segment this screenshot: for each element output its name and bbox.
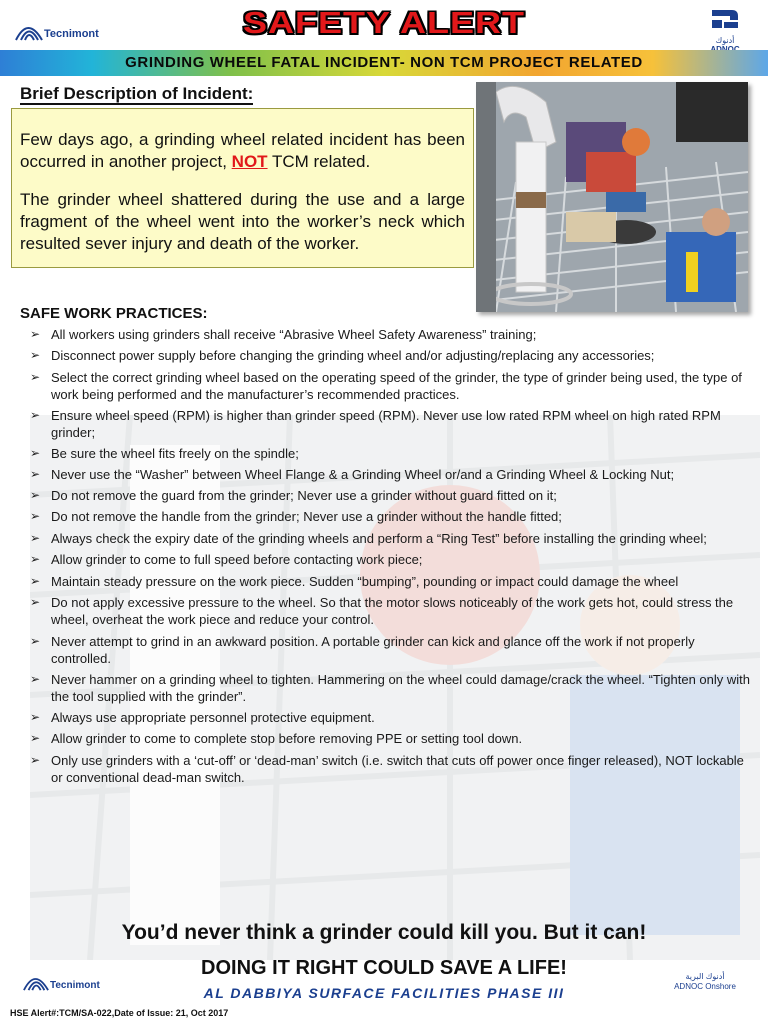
practice-text: Never hammer on a grinding wheel to tighten. Hammering on the wheel could damage/crack the wheel. “Tighten only with the tool supplied with the grinder”.	[51, 672, 750, 704]
arrow-bullet-icon: ➢	[30, 488, 41, 502]
safe-work-practices-list	[30, 322, 750, 786]
tecnimont-logo-text: Tecnimont	[44, 28, 99, 40]
practice-text: Select the correct grinding wheel based on the operating speed of the grinder, the type of grinder being used, the type of work being performed and the manufacturer’s recommended practices.	[51, 370, 742, 402]
incident-paragraph-1	[20, 129, 465, 173]
practice-item	[30, 508, 750, 525]
incident-p1-text: Few days ago, a grinding wheel related incident has been occurred in another project,	[20, 130, 465, 171]
arrow-bullet-icon: ➢	[30, 574, 41, 588]
adnoc-onshore-logo	[670, 972, 740, 992]
not-highlight: NOT	[231, 152, 268, 171]
adnoc-onshore-arabic: أدنوك البرية	[685, 972, 725, 981]
adnoc-logo	[700, 6, 750, 50]
practice-text: Do not remove the guard from the grinder; Never use a grinder without guard fitted on it;	[51, 488, 557, 503]
hse-alert-reference: HSE Alert#:TCM/SA-022,Date of Issue: 21, Oct 2017	[10, 1008, 229, 1018]
adnoc-mark-icon	[708, 6, 742, 32]
arrow-bullet-icon: ➢	[30, 509, 41, 523]
arrow-bullet-icon: ➢	[30, 672, 41, 686]
warning-tagline: You’d never think a grinder could kill you. But it can!	[121, 921, 647, 944]
practice-text: Only use grinders with a ‘cut-off’ or ‘dead-man’ switch (i.e. switch that cuts off power once finger released), NOT lockable or conventional dead-man switch.	[51, 753, 744, 785]
safety-alert-title: SAFETY ALERT	[242, 5, 526, 40]
arrow-bullet-icon: ➢	[30, 408, 41, 422]
arrow-bullet-icon: ➢	[30, 531, 41, 545]
incident-paragraph-2: The grinder wheel shattered during the use and a large fragment of the wheel went into the worker’s neck which resulted sever injury and death of the worker.	[20, 190, 465, 253]
project-name: AL DABBIYA SURFACE FACILITIES PHASE III	[203, 985, 565, 1001]
arrow-bullet-icon: ➢	[30, 710, 41, 724]
practice-item	[30, 671, 750, 705]
safe-work-practices-heading: SAFE WORK PRACTICES:	[20, 305, 208, 322]
arrow-bullet-icon: ➢	[30, 348, 41, 362]
incident-photo	[476, 82, 748, 312]
practice-text: Ensure wheel speed (RPM) is higher than grinder speed (RPM). Never use low rated RPM wheel on high rated RPM grinder;	[51, 408, 721, 440]
practice-item	[30, 487, 750, 504]
practice-text: Disconnect power supply before changing the grinding wheel and/or adjusting/replacing any accessories;	[51, 348, 655, 363]
practice-item	[30, 347, 750, 364]
practice-text: Always check the expiry date of the grinding wheels and perform a “Ring Test” before installing the grinding wheel;	[51, 531, 707, 546]
arrow-bullet-icon: ➢	[30, 446, 41, 460]
arrow-bullet-icon: ➢	[30, 370, 41, 384]
practice-item	[30, 752, 750, 786]
arrow-bullet-icon: ➢	[30, 753, 41, 767]
practice-text: Do not apply excessive pressure to the wheel. So that the motor slows noticeably of the work gets hot, could stress the wheel, overheat the work piece and reduce your control.	[51, 595, 734, 627]
practice-text: Be sure the wheel fits freely on the spindle;	[51, 446, 299, 461]
incident-p1-end: TCM related.	[267, 152, 371, 171]
practice-text: All workers using grinders shall receive “Abrasive Wheel Safety Awareness” training;	[51, 327, 537, 342]
practice-text: Allow grinder to come to complete stop before removing PPE or setting tool down.	[51, 731, 523, 746]
practice-text: Do not remove the handle from the grinder; Never use a grinder without the handle fitted;	[51, 509, 562, 524]
practice-item	[30, 530, 750, 547]
incident-banner-text: GRINDING WHEEL FATAL INCIDENT- NON TCM PROJECT RELATED	[125, 54, 643, 71]
practice-text: Never attempt to grind in an awkward position. A portable grinder can kick and glance off the work if not properly controlled.	[51, 634, 695, 666]
incident-description-box	[11, 108, 474, 268]
adnoc-onshore-text: ADNOC Onshore	[674, 982, 736, 991]
arrow-bullet-icon: ➢	[30, 327, 41, 341]
practice-item	[30, 633, 750, 667]
tecnimont-footer-logo-text: Tecnimont	[50, 980, 100, 991]
arrow-bullet-icon: ➢	[30, 595, 41, 609]
motto-text: DOING IT RIGHT COULD SAVE A LIFE!	[201, 957, 567, 979]
practice-item	[30, 466, 750, 483]
practice-item	[30, 369, 750, 403]
practice-item	[30, 594, 750, 628]
practice-text: Allow grinder to come to full speed before contacting work piece;	[51, 552, 423, 567]
incident-scene-image	[476, 82, 748, 312]
practice-text: Never use the “Washer” between Wheel Flange & a Grinding Wheel or/and a Grinding Wheel & Locking Nut;	[51, 467, 675, 482]
arrow-bullet-icon: ➢	[30, 634, 41, 648]
practice-text: Maintain steady pressure on the work piece. Sudden “bumping”, pounding or impact could damage the wheel	[51, 574, 679, 589]
practice-item	[30, 445, 750, 462]
practice-item	[30, 326, 750, 343]
practice-text: Always use appropriate personnel protective equipment.	[51, 710, 375, 725]
arrow-bullet-icon: ➢	[30, 467, 41, 481]
arrow-bullet-icon: ➢	[30, 731, 41, 745]
brief-description-heading: Brief Description of Incident:	[20, 84, 254, 103]
practice-item	[30, 709, 750, 726]
practice-item	[30, 573, 750, 590]
practice-item	[30, 551, 750, 568]
adnoc-arabic-text: أدنوك	[715, 36, 735, 45]
practice-item	[30, 730, 750, 747]
arrow-bullet-icon: ➢	[30, 552, 41, 566]
practice-item	[30, 407, 750, 441]
